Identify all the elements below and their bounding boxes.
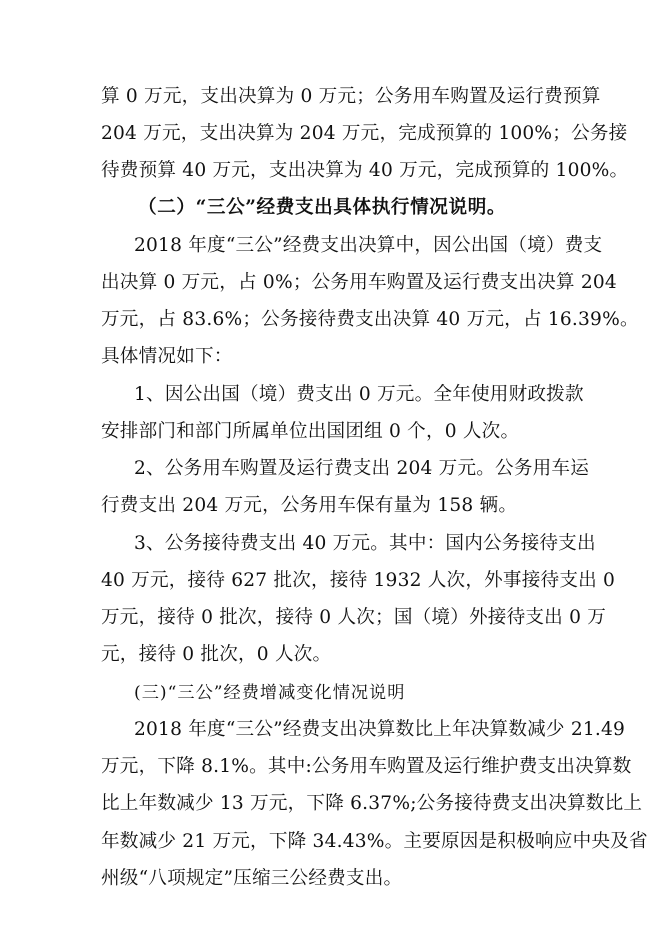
section-heading-3: (三)“三公”经费增减变化情况说明 <box>134 683 406 703</box>
text-line: 比上年数减少 13 万元，下降 6.37%;公务接待费支出决算数比上 <box>101 793 643 814</box>
text-line: 行费支出 204 万元，公务用车保有量为 158 辆。 <box>101 495 518 516</box>
text-line: 待费预算 40 万元，支出决算为 40 万元，完成预算的 100%。 <box>101 160 629 181</box>
text-line: 万元，接待 0 批次，接待 0 人次；国（境）外接待支出 0 万 <box>101 607 607 628</box>
text-line: 40 万元，接待 627 批次，接待 1932 人次，外事接待支出 0 <box>101 570 616 591</box>
text-line: 1、因公出国（境）费支出 0 万元。全年使用财政拨款 <box>134 384 584 405</box>
text-line: 2、公务用车购置及运行费支出 204 万元。公务用车运 <box>134 458 590 479</box>
text-line: 州级“八项规定”压缩三公经费支出。 <box>101 868 403 889</box>
section-heading-2: （二）“三公”经费支出具体执行情况说明。 <box>138 197 507 218</box>
text-line: 万元，下降 8.1%。其中:公务用车购置及运行维护费支出决算数 <box>101 756 632 777</box>
text-line: 安排部门和部门所属单位出国团组 0 个，0 人次。 <box>101 421 520 442</box>
text-line: 算 0 万元，支出决算为 0 万元；公务用车购置及运行费预算 <box>101 86 601 107</box>
text-line: 3、公务接待费支出 40 万元。其中：国内公务接待支出 <box>134 533 596 554</box>
text-line: 具体情况如下： <box>101 346 233 367</box>
text-line: 元，接待 0 批次，0 人次。 <box>101 644 332 665</box>
text-line: 万元，占 83.6%；公务接待费支出决算 40 万元，占 16.39%。 <box>101 309 639 330</box>
text-line: 出决算 0 万元，占 0%；公务用车购置及运行费支出决算 204 <box>101 272 617 293</box>
text-line: 204 万元，支出决算为 204 万元，完成预算的 100%；公务接 <box>101 123 628 144</box>
text-line: 2018 年度“三公”经费支出决算数比上年决算数减少 21.49 <box>134 719 626 740</box>
text-line: 2018 年度“三公”经费支出决算中，因公出国（境）费支 <box>134 235 603 256</box>
text-line: 年数减少 21 万元，下降 34.43%。主要原因是积极响应中央及省 <box>101 831 648 852</box>
